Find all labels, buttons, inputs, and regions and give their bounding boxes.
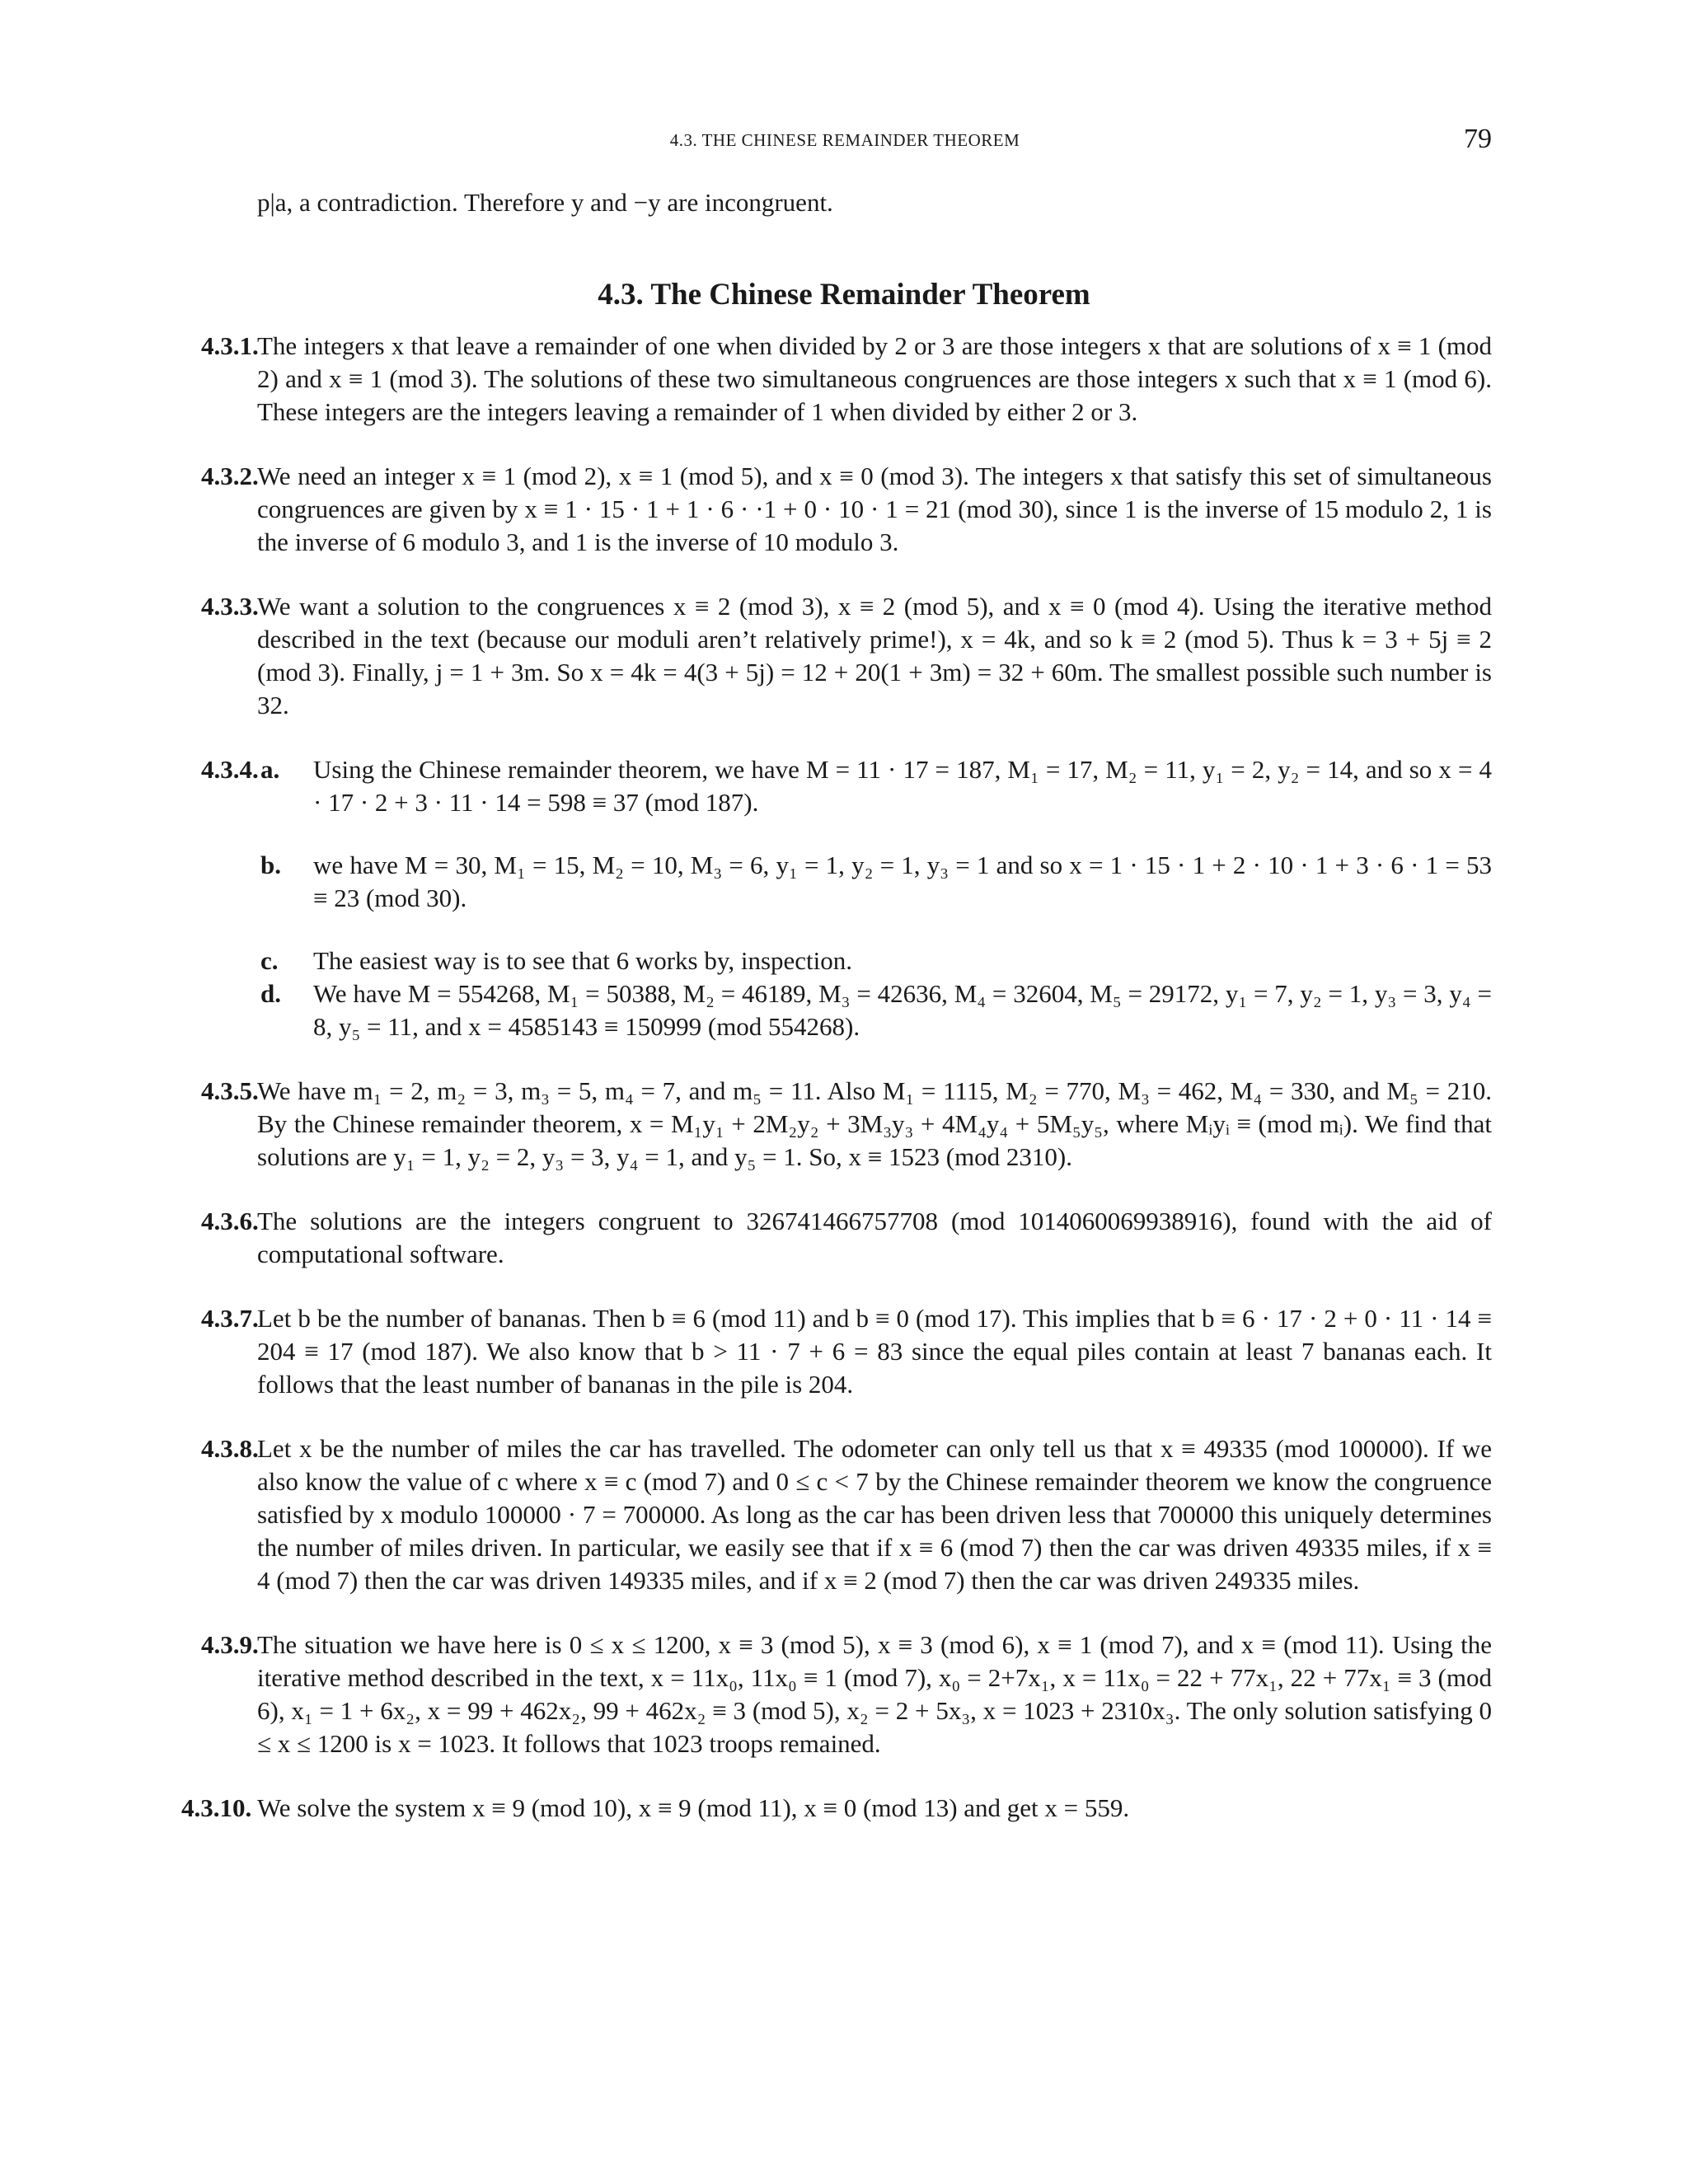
problem-label: 4.3.9. [201,1630,259,1659]
subpart-a [0,753,1688,819]
problem-text: The integers x that leave a remainder of one when divided by 2 or 3 are those integers x that are solutions of x ≡ 1 (mod 2) and x ≡ 1 (mod 3). The solutions of these two simultaneous congruences are those integers x such that x ≡ 1 (mod 6). These integers are the integers leaving a remainder of 1 when divided by either 2 or 3. [257,331,1492,426]
running-head: 4.3. THE CHINESE REMAINDER THEOREM [669,130,1020,150]
problem-text: We solve the system x ≡ 9 (mod 10), x ≡ 9 (mod 11), x ≡ 0 (mod 13) and get x = 559. [257,1793,1130,1822]
problem-label: 4.3.6. [201,1207,259,1235]
problem-label: 4.3.4. [201,755,259,784]
intro-text: p|a, a contradiction. Therefore y and −y are incongruent. [257,188,833,217]
page-header [198,124,1492,157]
subpart-label: b. [260,851,281,879]
problem-4-3-7 [0,1302,1688,1401]
subpart-label: a. [260,755,280,784]
subpart-text: The easiest way is to see that 6 works by, inspection. [313,946,853,975]
problem-list [0,330,1688,1856]
problem-4-3-10 [0,1792,1688,1825]
subpart-text: we have M = 30, M₁ = 15, M₂ = 10, M₃ = 6, y₁ = 1, y₂ = 1, y₃ = 1 and so x = 1 · 15 · 1 + 2 · 10 · 1 + 3 · 6 · 1 = 53 ≡ 23 (mod 30). [313,851,1492,912]
problem-label: 4.3.5. [201,1076,259,1105]
problem-label: 4.3.2. [201,462,259,490]
problem-label: 4.3.3. [201,592,259,621]
problem-4-3-6 [0,1205,1688,1271]
subpart-text: Using the Chinese remainder theorem, we have M = 11 · 17 = 187, M₁ = 17, M₂ = 11, y₁ = 2, y₂ = 14, and so x = 4 · 17 · 2 + 3 · 11 · 14 = 598 ≡ 37 (mod 187). [313,755,1492,817]
problem-4-3-5 [0,1075,1688,1174]
problem-4-3-8 [0,1432,1688,1597]
subpart-d [0,977,1688,1043]
problem-text: Let x be the number of miles the car has travelled. The odometer can only tell us that x ≡ 49335 (mod 100000). If we also know the value of c where x ≡ c (mod 7) and 0 ≤ c < 7 by the Chinese remainder theorem we know the congruence satisfied by x modulo 100000 · 7 = 700000. As long as the car has been driven less that 700000 this uniquely determines the number of miles driven. In particular, we easily see that if x ≡ 6 (mod 7) then the car was driven 49335 miles, if x ≡ 4 (mod 7) then the car was driven 149335 miles, and if x ≡ 2 (mod 7) then the car was driven 249335 miles. [257,1434,1492,1595]
page-number: 79 [1464,124,1492,154]
subpart-label: d. [260,979,281,1008]
problem-text: We have m₁ = 2, m₂ = 3, m₃ = 5, m₄ = 7, and m₅ = 11. Also M₁ = 1115, M₂ = 770, M₃ = 462, M₄ = 330, and M₅ = 210. By the Chinese remainder theorem, x = M₁y₁ + 2M₂y₂ + 3M₃y₃ + 4M₄y₄ + 5M₅y₅, where Mᵢyᵢ ≡ (mod mᵢ). We find that solutions are y₁ = 1, y₂ = 2, y₃ = 3, y₄ = 1, and y₅ = 1. So, x ≡ 1523 (mod 2310). [257,1076,1492,1171]
subpart-b [0,849,1688,915]
problem-text: The situation we have here is 0 ≤ x ≤ 1200, x ≡ 3 (mod 5), x ≡ 3 (mod 6), x ≡ 1 (mod 7), and x ≡ (mod 11). Using the iterative method described in the text, x = 11x₀, 11x₀ ≡ 1 (mod 7), x₀ = 2+7x₁, x = 11x₀ = 22 + 77x₁, 22 + 77x₁ ≡ 3 (mod 6), x₁ = 1 + 6x₂, x = 99 + 462x₂, 99 + 462x₂ ≡ 3 (mod 5), x₂ = 2 + 5x₃, x = 1023 + 2310x₃. The only solution satisfying 0 ≤ x ≤ 1200 is x = 1023. It follows that 1023 troops remained. [257,1630,1492,1758]
problem-text: We need an integer x ≡ 1 (mod 2), x ≡ 1 (mod 5), and x ≡ 0 (mod 3). The integers x that satisfy this set of simultaneous congruences are given by x ≡ 1 · 15 · 1 + 1 · 6 · ·1 + 0 · 10 · 1 = 21 (mod 30), since 1 is the inverse of 15 modulo 2, 1 is the inverse of 6 modulo 3, and 1 is the inverse of 10 modulo 3. [257,462,1492,556]
subpart-text: We have M = 554268, M₁ = 50388, M₂ = 46189, M₃ = 42636, M₄ = 32604, M₅ = 29172, y₁ = 7, y₂ = 1, y₃ = 3, y₄ = 8, y₅ = 11, and x = 4585143 ≡ 150999 (mod 554268). [313,979,1492,1041]
problem-text: Let b be the number of bananas. Then b ≡ 6 (mod 11) and b ≡ 0 (mod 17). This implies that b ≡ 6 · 17 · 2 + 0 · 11 · 14 ≡ 204 ≡ 17 (mod 187). We also know that b > 11 · 7 + 6 = 83 since the equal piles contain at least 7 bananas each. It follows that the least number of bananas in the pile is 204. [257,1304,1492,1399]
problem-4-3-9 [0,1629,1688,1760]
problem-text: The solutions are the integers congruent to 326741466757708 (mod 1014060069938916), found with the aid of computational software. [257,1207,1492,1268]
problem-label: 4.3.7. [201,1304,259,1333]
subpart-label: c. [260,946,279,975]
subpart-c [0,944,1688,977]
problem-4-3-4 [0,753,1688,1043]
problem-label: 4.3.1. [201,331,259,360]
problem-label: 4.3.10. [181,1793,252,1822]
problem-4-3-3 [0,590,1688,722]
problem-4-3-2 [0,460,1688,559]
problem-text: We want a solution to the congruences x ≡ 2 (mod 3), x ≡ 2 (mod 5), and x ≡ 0 (mod 4). Using the iterative method described in the text (because our moduli aren’t relatively prime!), x = 4k, and so k ≡ 2 (mod 5). Thus k = 3 + 5j ≡ 2 (mod 3). Finally, j = 1 + 3m. So x = 4k = 4(3 + 5j) = 12 + 20(1 + 3m) = 32 + 60m. The smallest possible such number is 32. [257,592,1492,719]
problem-4-3-1 [0,330,1688,429]
section-title: 4.3. The Chinese Remainder Theorem [598,278,1090,312]
problem-label: 4.3.8. [201,1434,259,1463]
